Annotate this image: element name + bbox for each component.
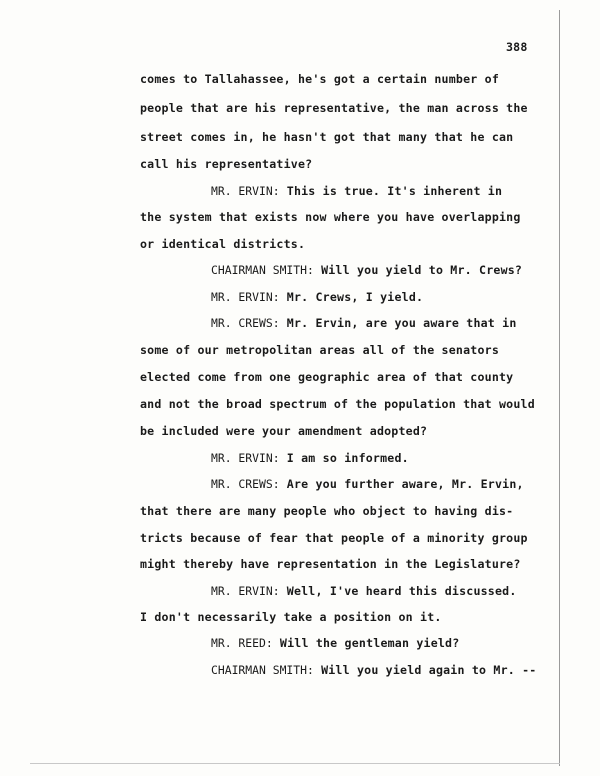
- line-text: Well, I've heard this discussed.: [286, 584, 517, 598]
- transcript-line: [140, 557, 521, 571]
- speaker-label: MR. ERVIN:: [211, 584, 280, 598]
- line-text: call his representative?: [140, 157, 313, 171]
- transcript-line: [211, 636, 459, 650]
- speaker-label: MR. ERVIN:: [211, 184, 280, 198]
- page-number: 388: [506, 40, 528, 54]
- line-text: elected come from one geographic area of that county: [140, 370, 514, 384]
- transcript-line: [140, 397, 535, 411]
- transcript-line: [140, 504, 513, 518]
- line-text: This is true. It's inherent in: [286, 184, 503, 198]
- line-text: Mr. Crews, I yield.: [286, 290, 424, 304]
- transcript-line: [140, 424, 427, 438]
- line-text: Mr. Ervin, are you aware that in: [286, 316, 517, 330]
- transcript-line: [211, 584, 517, 598]
- speaker-label: MR. REED:: [211, 636, 273, 650]
- line-text: Will you yield to Mr. Crews?: [321, 263, 523, 277]
- speaker-label: MR. CREWS:: [211, 316, 280, 330]
- line-text: Will you yield again to Mr. --: [321, 663, 537, 677]
- speaker-label: MR. ERVIN:: [211, 290, 280, 304]
- line-text: or identical districts.: [140, 237, 306, 251]
- transcript-line: [140, 343, 499, 357]
- transcript-line: [140, 610, 442, 624]
- transcript-line: [140, 210, 521, 224]
- page-edge-right: [559, 10, 560, 766]
- transcript-line: [140, 157, 312, 171]
- transcript-line: [140, 370, 513, 384]
- transcript-line: [211, 451, 409, 465]
- line-text: I don't necessarily take a position on it.: [140, 610, 442, 624]
- transcript-line: [140, 130, 513, 144]
- line-text: some of our metropolitan areas all of the senators: [140, 343, 500, 357]
- line-text: the system that exists now where you have overlapping: [140, 210, 521, 224]
- speaker-label: MR. ERVIN:: [211, 451, 280, 465]
- transcript-line: [140, 101, 528, 115]
- line-text: might thereby have representation in the Legislature?: [140, 557, 521, 571]
- transcript-line: [140, 237, 305, 251]
- line-text: comes to Tallahassee, he's got a certain number of: [140, 72, 500, 86]
- page-edge-bottom: [30, 763, 560, 764]
- line-text: I am so informed.: [286, 451, 409, 465]
- line-text: be included were your amendment adopted?: [140, 424, 428, 438]
- speaker-label: CHAIRMAN SMITH:: [211, 263, 314, 277]
- line-text: Will the gentleman yield?: [279, 636, 460, 650]
- transcript-line: [211, 263, 522, 277]
- line-text: people that are his representative, the man across the: [140, 101, 528, 115]
- transcript-line: [211, 477, 524, 491]
- line-text: and not the broad spectrum of the population that would: [140, 397, 535, 411]
- line-text: Are you further aware, Mr. Ervin,: [286, 477, 524, 491]
- speaker-label: MR. CREWS:: [211, 477, 280, 491]
- line-text: that there are many people who object to having dis-: [140, 504, 514, 518]
- line-text: street comes in, he hasn't got that many that he can: [140, 130, 514, 144]
- transcript-line: [140, 531, 528, 545]
- speaker-label: CHAIRMAN SMITH:: [211, 663, 314, 677]
- transcript-line: [211, 316, 517, 330]
- transcript-line: [140, 72, 499, 86]
- line-text: tricts because of fear that people of a minority group: [140, 531, 528, 545]
- transcript-line: [211, 290, 423, 304]
- transcript-line: [211, 663, 536, 677]
- transcript-line: [211, 184, 502, 198]
